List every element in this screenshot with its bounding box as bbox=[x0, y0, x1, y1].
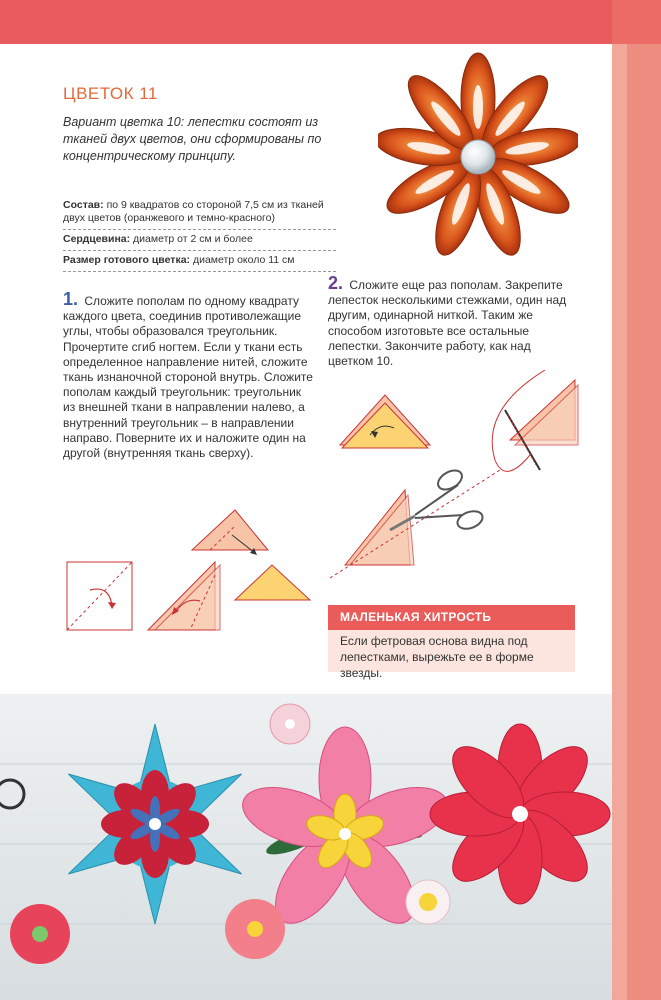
spec-row-composition bbox=[63, 196, 336, 230]
corner-color-block bbox=[612, 0, 661, 44]
top-color-band bbox=[0, 0, 661, 44]
intro-text: Вариант цветка 10: лепестки состоят из тканей двух цветов, они сформированы по концентрическому принципу. bbox=[63, 115, 322, 163]
tip-header: МАЛЕНЬКАЯ ХИТРОСТЬ bbox=[328, 605, 575, 630]
spec-row-size bbox=[63, 251, 336, 272]
spec-value: диаметр около 11 см bbox=[192, 254, 295, 266]
tip-body: Если фетровая основа видна под лепестками, вырежьте ее в форме звезды. bbox=[328, 630, 575, 672]
folding-diagram-step1 bbox=[60, 505, 320, 635]
spec-value: диаметр от 2 см и более bbox=[133, 233, 253, 245]
spec-label: Состав: bbox=[63, 199, 104, 211]
flowers-photo bbox=[0, 694, 612, 1000]
step-2 bbox=[328, 273, 578, 369]
step-text: Сложите пополам по одному квадрату каждого цвета, соединив противолежащие углы, чтобы образовался треугольник. Прочертите сгиб ногтем. Если у ткани есть определенное направление нитей, сложите ткань изнаночной стороной внутрь. Сложите пополам каждый треугольник: треугольник из внешней ткани в направлении налево, а внутренний треугольник – в направлении направо. Поверните их и наложите один на другой (внутренняя ткань сверху). bbox=[63, 294, 313, 461]
step-number: 1. bbox=[63, 289, 79, 309]
folding-diagram-step2 bbox=[330, 370, 580, 580]
specs-list bbox=[63, 196, 336, 272]
spec-label: Сердцевина: bbox=[63, 233, 131, 245]
step-text: Сложите еще раз пополам. Закрепите лепесток несколькими стежками, один над другим, одинарной ниткой. Таким же способом изготовьте все остальные лепестки. Закончите работу, как над цветком 10. bbox=[328, 278, 567, 369]
right-color-band-inner bbox=[627, 0, 661, 1000]
step-1 bbox=[63, 289, 313, 461]
spec-value: по 9 квадратов со стороной 7,5 см из тканей двух цветов (оранжевого и темно-красного) bbox=[63, 199, 324, 224]
step-number: 2. bbox=[328, 273, 344, 293]
page-title: ЦВЕТОК 11 bbox=[63, 84, 158, 103]
spec-row-core bbox=[63, 230, 336, 251]
spec-label: Размер готового цветка: bbox=[63, 254, 191, 266]
orange-flower-photo bbox=[378, 52, 578, 272]
